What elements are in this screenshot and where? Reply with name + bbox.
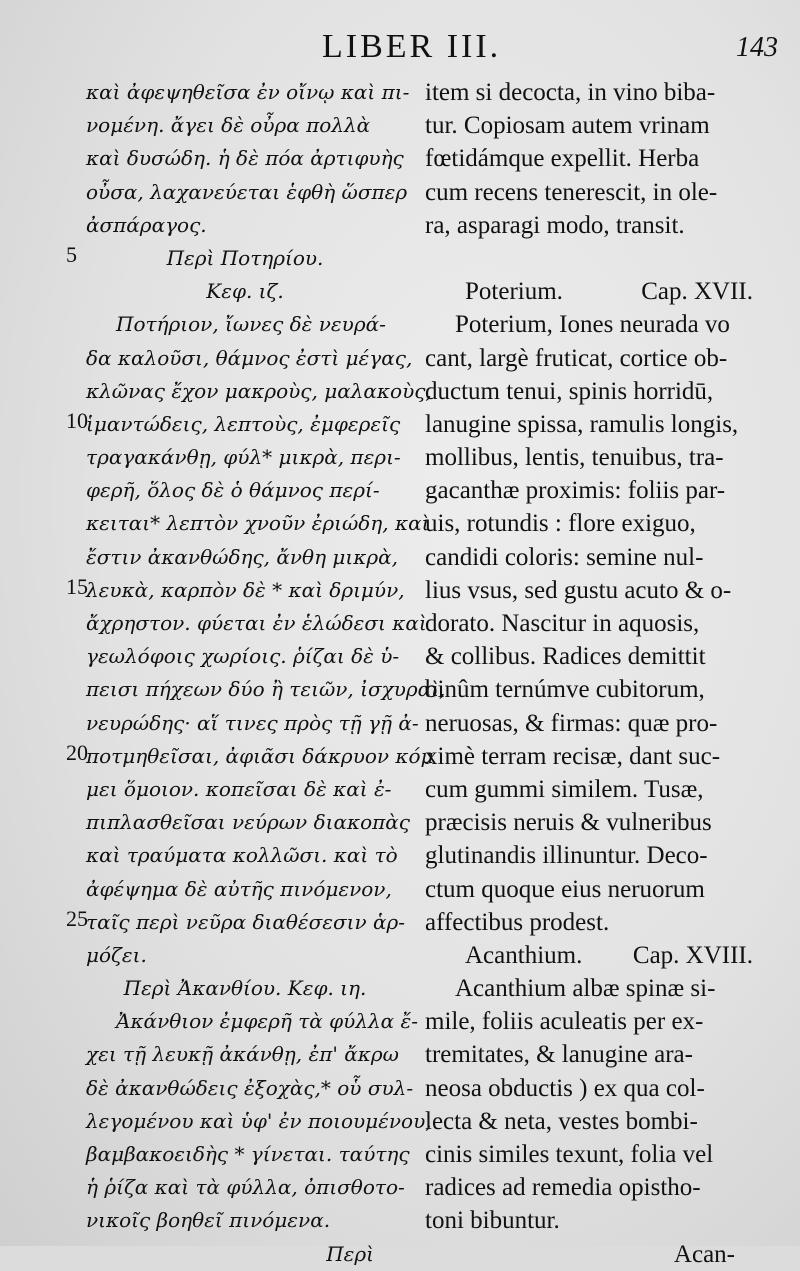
line-number: 25 xyxy=(66,906,88,931)
latin-text-line: Acanthium albæ spinæ si- xyxy=(455,975,716,1003)
line-number: 10 xyxy=(66,408,88,433)
greek-text-line: καὶ δυσώδη. ἡ δὲ πόα ἀρτιφυὴς xyxy=(86,146,404,171)
latin-text-line: mile, foliis aculeatis per ex- xyxy=(425,1008,704,1036)
latin-text-line: gacanthæ proximis: foliis par- xyxy=(425,477,726,505)
latin-text-line: cum gummi similem. Tusæ, xyxy=(425,775,704,803)
chapter-number-latin: Cap. XVIII. xyxy=(632,941,753,969)
latin-text-line: tremitates, & lanugine ara- xyxy=(425,1041,693,1069)
latin-text-line: lecta & neta, vestes bombi- xyxy=(425,1107,698,1135)
greek-text-line: βαμβακοειδὴς * γίνεται. ταύτης xyxy=(86,1142,410,1166)
catchword-latin: Acan- xyxy=(673,1240,735,1268)
greek-text-line: ἱμαντώδεις, λεπτοὺς, ἐμφερεῖς xyxy=(86,411,401,436)
latin-text-line: fœtidámque expellit. Herba xyxy=(425,145,700,173)
section-name-latin: Acanthium. xyxy=(465,941,583,969)
greek-text-line: νευρώδης· αἵ τινες πρὸς τῇ γῇ ἀ- xyxy=(86,710,419,735)
greek-text-line: φερῆ, ὅλος δὲ ὁ θάμνος περί- xyxy=(86,478,380,503)
greek-text-line: πεισι πήχεων δύο ἢ τειῶν, ἰσχυραὶ, xyxy=(86,677,446,702)
latin-text-line: uis, rotundis : flore exiguo, xyxy=(425,510,696,538)
greek-text-line: λεγομένου καὶ ὑφ' ἐν ποιουμένου, xyxy=(86,1108,432,1133)
latin-text-line: dorato. Nascitur in aquosis, xyxy=(425,610,700,637)
page-number: 143 xyxy=(736,32,778,63)
section-heading-greek: Περὶ Ποτηρίου. xyxy=(166,245,324,270)
latin-text-line: neruosas, & firmas: quæ pro- xyxy=(425,709,718,737)
section-name-latin: Poterium. xyxy=(465,278,563,306)
greek-text-line: γεωλόφοις χωρίοις. ῥίζαι δὲ ὑ- xyxy=(86,644,400,669)
greek-text-line: τραγακάνθῃ, φύλ* μικρὰ, περι- xyxy=(86,445,401,470)
latin-text-line: item si decocta, in vino biba- xyxy=(425,79,716,106)
chapter-number-greek: Κεφ. ιζ. xyxy=(206,279,284,304)
latin-text-line: toni bibuntur. xyxy=(425,1207,560,1235)
greek-text-line: μει ὅμοιον. κοπεῖσαι δὲ καὶ ἐ- xyxy=(86,776,392,801)
latin-text-line: neosa obductis ) ex qua col- xyxy=(425,1074,705,1102)
greek-text-line: δὲ ἀκανθώδεις ἐξοχὰς,* οὗ συλ- xyxy=(86,1075,414,1100)
latin-text-line: radices ad remedia opistho- xyxy=(425,1174,701,1202)
latin-text-line: ctum quoque eius neruorum xyxy=(425,875,705,903)
greek-text-line: ἔστιν ἀκανθώδης, ἄνθη μικρὰ, xyxy=(86,544,399,569)
chapter-number-latin: Cap. XVII. xyxy=(641,278,753,306)
greek-text-line: λευκὰ, καρπὸν δὲ * καὶ δριμύν, xyxy=(86,577,405,602)
greek-text-line: ταῖς περὶ νεῦρα διαθέσεσιν ἁρ- xyxy=(86,909,406,934)
catchword-greek: Περὶ xyxy=(326,1241,374,1266)
line-number: 20 xyxy=(66,740,88,765)
latin-text-line: præcisis neruis & vulneribus xyxy=(425,809,712,837)
greek-text-line: ἀσπάραγος. xyxy=(86,212,207,237)
section-heading-latin xyxy=(425,939,765,972)
latin-text-line: cum recens tenerescit, in ole- xyxy=(425,178,718,206)
greek-text-line: νομένη. ἄγει δὲ οὖρα πολλὰ xyxy=(86,113,371,138)
latin-text-line: cant, largè fruticat, cortice ob- xyxy=(425,344,728,372)
latin-text-line: cinis similes texunt, folia vel xyxy=(425,1141,714,1168)
latin-text-line: ductum tenui, spinis horridū, xyxy=(425,377,714,405)
latin-text-line: ximè terram recisæ, dant suc- xyxy=(425,742,721,770)
greek-text-line: οὖσα, λαχανεύεται ἑφθὴ ὥσπερ xyxy=(86,179,408,204)
greek-text-line: νικοῖς βοηθεῖ πινόμενα. xyxy=(86,1208,331,1233)
greek-text-line: χει τῇ λευκῇ ἀκάνθῃ, ἐπ' ἄκρω xyxy=(86,1042,399,1067)
latin-text-line: lius vsus, sed gustu acuto & o- xyxy=(425,576,732,604)
greek-text-line: δα καλοῦσι, θάμνος ἐστὶ μέγας, xyxy=(86,345,413,370)
running-title: LIBER III. xyxy=(322,28,502,65)
section-heading-greek: Περὶ Ἀκανθίου. Κεφ. ιη. xyxy=(123,976,367,1001)
latin-text-line: glutinandis illinuntur. Deco- xyxy=(425,842,708,870)
running-header xyxy=(0,22,800,65)
latin-text-line: ra, asparagi modo, transit. xyxy=(425,211,685,239)
latin-text-line: binûm ternúmve cubitorum, xyxy=(425,676,705,704)
latin-text-line: candidi coloris: semine nul- xyxy=(425,543,704,571)
greek-text-line: Ἀκάνθιον ἐμφερῆ τὰ φύλλα ἔ- xyxy=(116,1009,419,1034)
greek-text-line: καὶ τραύματα κολλῶσι. καὶ τὸ xyxy=(86,843,398,868)
line-number: 5 xyxy=(66,242,77,267)
greek-column xyxy=(86,76,446,1271)
latin-spacer xyxy=(425,242,765,275)
latin-text-line: tur. Copiosam autem vrinam xyxy=(425,112,710,140)
greek-text-line: ἄχρηστον. φύεται ἐν ἑλώδεσι καὶ xyxy=(86,611,427,635)
greek-text-line: κειται* λεπτὸν χνοῦν ἐριώδη, καὶ xyxy=(86,511,430,536)
latin-text-line: & collibus. Radices demittit xyxy=(425,643,706,671)
greek-text-line: ἡ ῥίζα καὶ τὰ φύλλα, ὀπισθοτο- xyxy=(86,1175,405,1200)
line-number: 15 xyxy=(66,574,88,599)
greek-text-line: ἀφέψημα δὲ αὐτῆς πινόμενον, xyxy=(86,876,392,901)
greek-text-line: μόζει. xyxy=(86,942,147,967)
latin-text-line: affectibus prodest. xyxy=(425,908,610,936)
latin-text-line: lanugine spissa, ramulis longis, xyxy=(425,410,739,438)
latin-text-line: Poterium, Iones neurada vo xyxy=(455,311,730,339)
greek-text-line: Ποτήριον, ἴωνες δὲ νευρά- xyxy=(116,312,386,337)
greek-text-line: καὶ ἀφεψηθεῖσα ἐν οἴνῳ καὶ πι- xyxy=(86,80,410,104)
latin-column xyxy=(425,76,765,1271)
greek-text-line: πιπλασθεῖσαι νεύρων διακοπὰς xyxy=(86,810,410,835)
section-heading-latin xyxy=(425,275,765,308)
greek-text-line: ποτμηθεῖσαι, ἀφιᾶσι δάκρυον κόμ xyxy=(86,743,434,768)
greek-text-line: κλῶνας ἔχον μακροὺς, μαλακοὺς, xyxy=(86,378,432,403)
latin-text-line: mollibus, lentis, tenuibus, tra- xyxy=(425,444,724,472)
